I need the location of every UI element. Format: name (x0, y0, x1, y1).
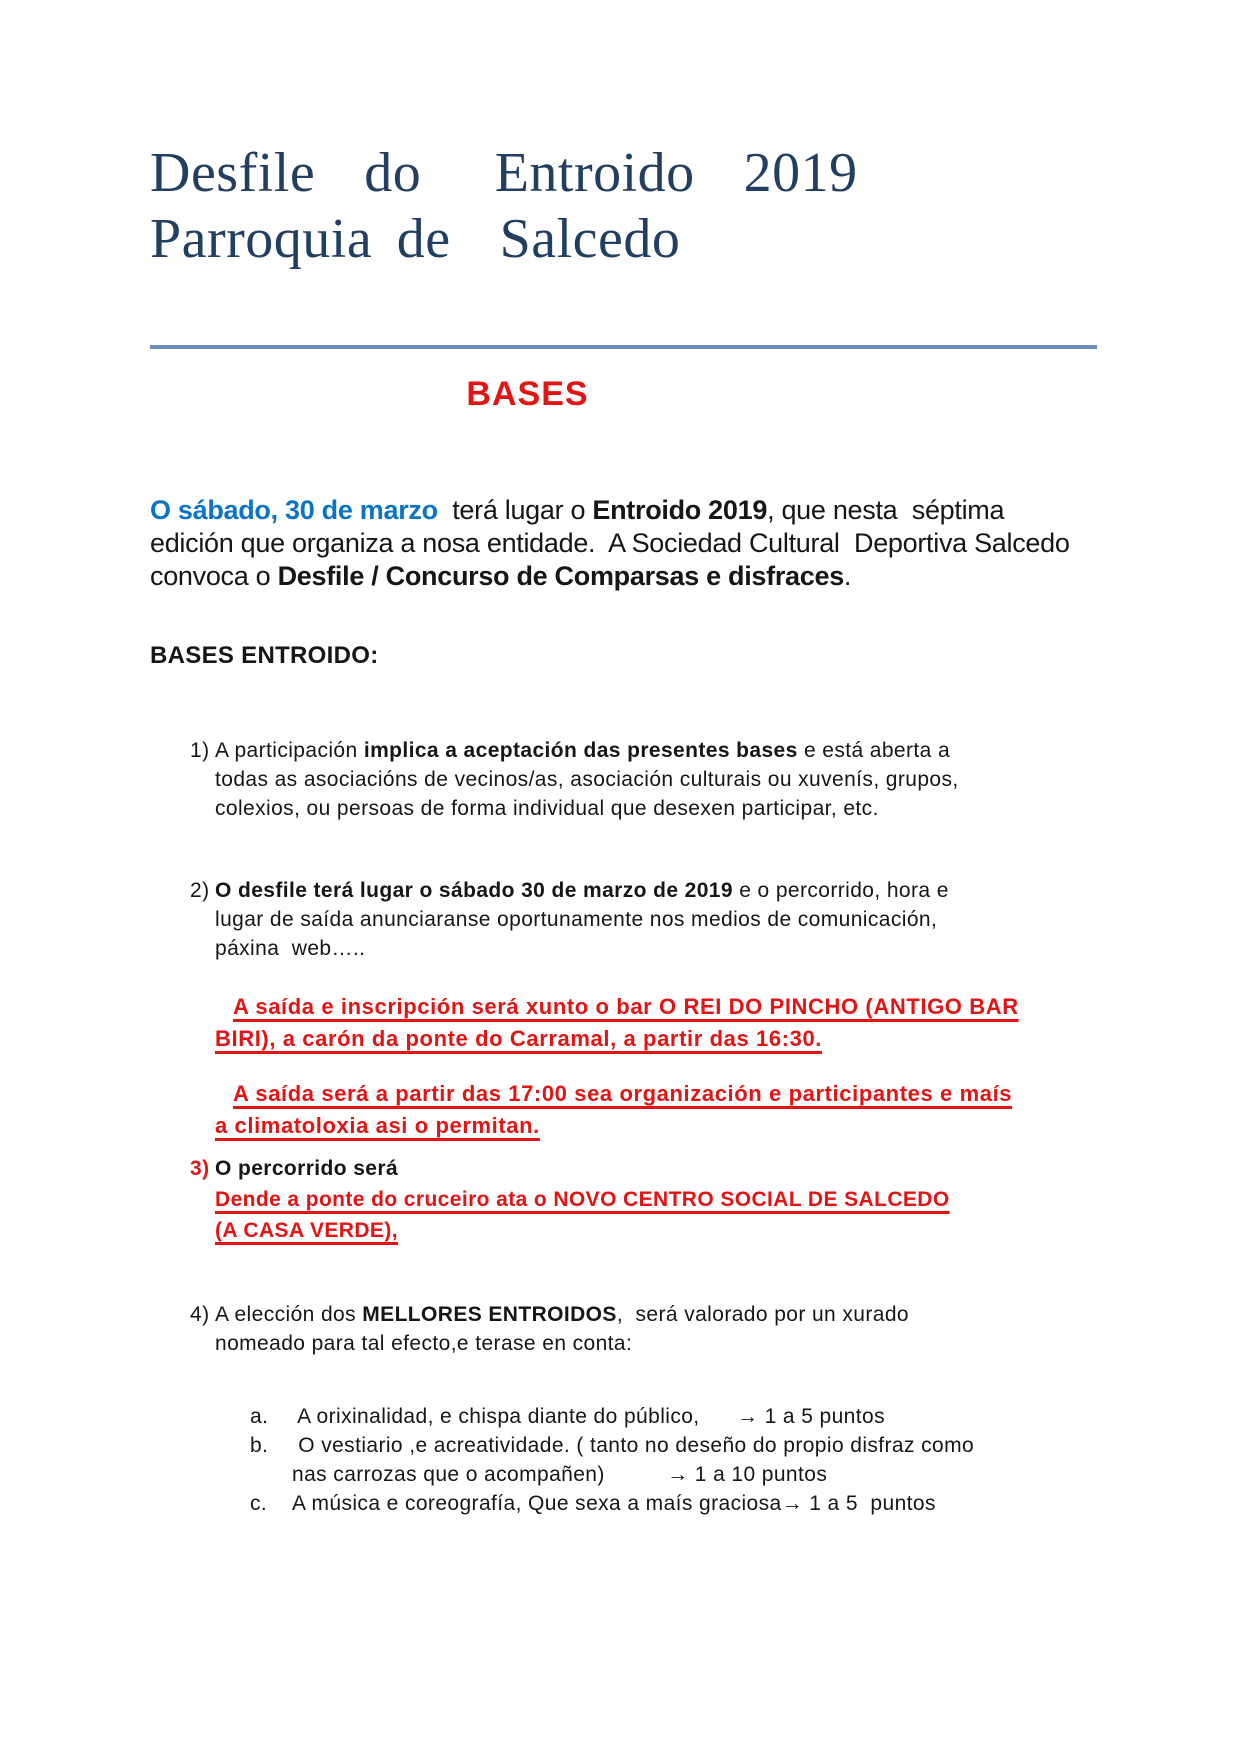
criteria-sublist (250, 1402, 1120, 1518)
section-heading-bases-entroido: BASES ENTROIDO: (150, 642, 379, 669)
sublist-item-b-line-2: nas carrozas que o acompañen) → 1 a 10 puntos (292, 1463, 828, 1486)
list-item-4-line-1 (215, 1300, 1110, 1329)
list-item-2-line-3: páxina web….. (215, 937, 366, 960)
sublist-item-a-marker: a. (250, 1405, 269, 1428)
text-run: e está aberta a (797, 739, 951, 762)
text-run: A elección dos (215, 1303, 363, 1326)
sublist-item-c-marker: c. (250, 1492, 268, 1515)
red-note-inscription (215, 991, 1120, 1055)
intro-run: . (843, 561, 852, 591)
list-item-1-line-1 (215, 736, 1110, 765)
sublist-item-b-line-1: O vestiario ,e acreatividade. ( tanto no deseño do propio disfraz como (292, 1434, 975, 1457)
sublist-item-b-text (292, 1431, 1120, 1489)
list-item-1-line-3: colexios, ou persoas de forma individual que desexen participar, etc. (215, 797, 879, 820)
text-run: , será valorado por un xurado (616, 1303, 909, 1326)
title-divider-rule (150, 345, 1097, 349)
intro-run: , que nesta séptima (767, 495, 1005, 525)
text-run-bold: MELLORES ENTROIDOS (362, 1303, 617, 1326)
red-note-departure (215, 1078, 1120, 1142)
intro-line-2: edición que organiza a nosa entidade. A Sociedad Cultural Deportiva Salcedo (150, 528, 1070, 558)
text-run: e o percorrido, hora e (732, 879, 949, 902)
text-run: A participación (215, 739, 364, 762)
list-item-1-line-2: todas as asociacións de vecinos/as, asociación culturais ou xuvenís, grupos, (215, 768, 959, 791)
list-item-3-number: 3) (190, 1157, 210, 1180)
list-item-4-number: 4) (190, 1303, 210, 1326)
list-item-3-red-line-2: (A CASA VERDE), (215, 1219, 398, 1242)
intro-line-1 (150, 494, 1160, 527)
list-item-1-text (215, 736, 1110, 823)
page-title-line-1: Desfile do Entroido 2019 (150, 142, 858, 204)
list-item-2-text (215, 876, 1110, 963)
red-note-1-line-2: BIRI), a carón da ponte do Carramal, a partir das 16:30. (215, 1026, 822, 1051)
intro-desfile-bold: Desfile / Concurso de Comparsas e disfraces (277, 561, 844, 591)
list-item-1 (190, 736, 1110, 823)
bases-heading: BASES (466, 375, 589, 413)
intro-run: convoca o (150, 561, 278, 591)
page-title (150, 140, 1150, 272)
intro-date-highlight: O sábado, 30 de marzo (150, 495, 438, 525)
sublist-item-c-text: A música e coreografía, Que sexa a maís graciosa→ 1 a 5 puntos (292, 1492, 936, 1515)
list-item-3-line-1: O percorrido será (215, 1157, 399, 1180)
red-note-2-line-2: a climatoloxia asi o permitan. (215, 1113, 540, 1138)
list-item-1-number: 1) (190, 739, 210, 762)
sublist-item-b (250, 1431, 1120, 1489)
sublist-item-a (250, 1402, 1120, 1431)
intro-run: terá lugar o (437, 495, 593, 525)
list-item-4-line-2: nomeado para tal efecto,e terase en conta: (215, 1332, 633, 1355)
list-item-2-line-2: lugar de saída anunciaranse oportunamente nos medios de comunicación, (215, 908, 938, 931)
list-item-2-number: 2) (190, 879, 210, 902)
list-item-4 (190, 1300, 1110, 1358)
intro-paragraph (150, 494, 1160, 593)
sublist-item-b-marker: b. (250, 1434, 269, 1457)
list-item-3-text (215, 1153, 1110, 1246)
text-run-bold: O desfile terá lugar o sábado 30 de marzo de 2019 (215, 879, 733, 902)
intro-entroido-bold: Entroido 2019 (592, 495, 768, 525)
red-note-2-line-1: A saída será a partir das 17:00 sea organización e participantes e maís (233, 1081, 1013, 1106)
text-run-bold: implica a aceptación das presentes bases (363, 739, 798, 762)
list-item-2-line-1 (215, 876, 1110, 905)
list-item-3-red-line-1: Dende a ponte do cruceiro ata o NOVO CENTRO SOCIAL DE SALCEDO (215, 1188, 950, 1211)
page-title-line-2: Parroquia de Salcedo (150, 208, 681, 270)
intro-line-3 (150, 560, 1160, 593)
sublist-item-c (250, 1489, 1120, 1518)
list-item-2 (190, 876, 1110, 963)
list-item-3 (190, 1153, 1110, 1246)
sublist-item-a-text: A orixinalidad, e chispa diante do público, → 1 a 5 puntos (292, 1405, 885, 1428)
list-item-4-text (215, 1300, 1110, 1358)
red-note-1-line-1: A saída e inscripción será xunto o bar O REI DO PINCHO (ANTIGO BAR (233, 994, 1019, 1019)
